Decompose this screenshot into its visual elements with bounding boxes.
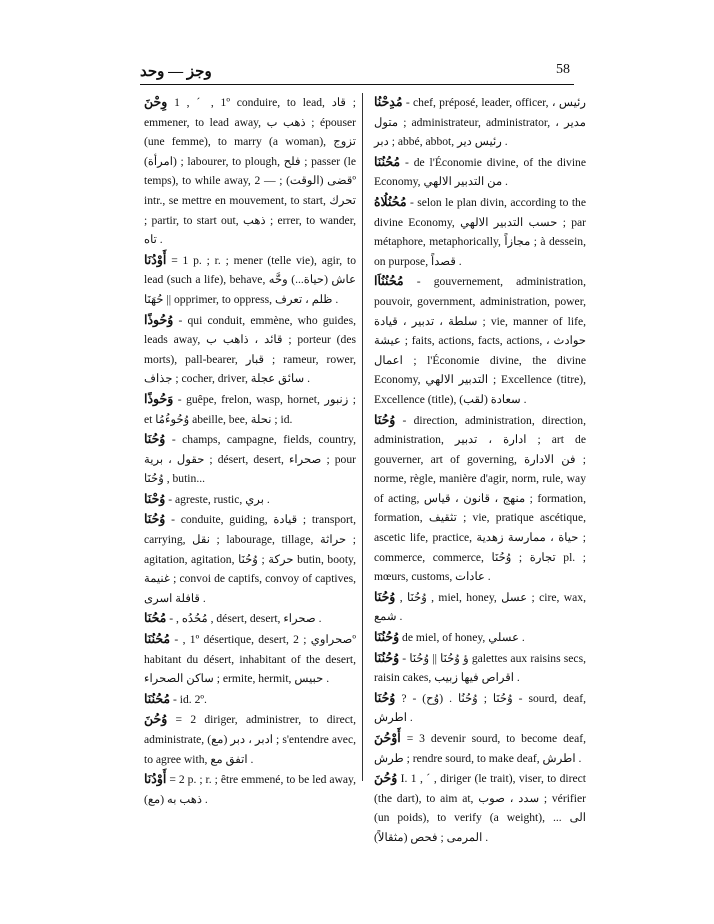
entry-definition: I. 1 , ˊ , diriger (le trait), viser, to direct (the dart), to aim at, سدد ، صوب ; vérifier (un poids), to verify (a weight), الى ... المرمى ; فحص (مثقالاً) .	[374, 772, 586, 844]
entry-headword: وُحْنَا	[144, 491, 166, 506]
entry-definition: - chef, préposé, leader, officer, رئيس ، متول ; administrateur, administrator, مدير ، دبر ; abbé, abbot, رئيس دير .	[374, 96, 586, 149]
entry-headword: وُحُنَ	[144, 712, 168, 727]
entry-definition: - , 1º désertique, desert, صحراوي ; 2º habitant du désert, inhabitant of the desert, ساكن الصحراء ; ermite, hermit, حبيس .	[144, 633, 357, 686]
dictionary-entry	[374, 689, 586, 728]
page-number: 58	[556, 62, 570, 77]
entry-definition: = 2 diriger, administrer, to direct, administrate, ادبر ، دبر (مع) ; s'entendre avec, to agree with, اتفق مع .	[144, 713, 356, 766]
entry-headword: مُحُنُنُاَا	[374, 274, 404, 289]
entry-headword: مُحُنُنَا	[374, 154, 401, 169]
dictionary-entry	[144, 390, 356, 429]
entry-definition: - qui conduit, emmène, who guides, leads away, قائد ، ذاهب ب ; porteur (des morts), pall-bearer, قبار ; rameur, rower, جذاف ; cocher, driver, سائق عجلة .	[144, 313, 356, 386]
dictionary-entry	[144, 430, 356, 489]
entry-headword: وُحُنَ	[374, 771, 398, 786]
dictionary-entry	[374, 649, 586, 688]
entry-headword: مُحُنُنَا	[144, 632, 171, 647]
entry-definition: - conduite, guiding, قيادة ; transport, carrying, نقل ; labourage, tillage, حراثة ; agitation, agitation, حركة ; وُحُنَا butin, booty, غنيمة ; convoi de captifs, convoy of captives, قافلة اسرى .	[144, 513, 356, 605]
dictionary-entry	[144, 251, 356, 310]
header-rule	[140, 84, 574, 85]
dictionary-entry	[374, 769, 586, 847]
entry-definition: - gouvernement, administration, pouvoir, government, administration, power, سلطة ، تدبير ، قيادة ; vie, manner of life, عيشة ; faits, actions, facts, actions, حوادث ، اعمال ; l'Économie divine, the divine Economy, التدبير الالهي ; Excellence (titre), Excellence (title), سعادة (لقب) .	[374, 275, 586, 406]
entry-definition: = 2 p. ; r. ; être emmené, to be led away, ذهب به (مع) .	[144, 773, 356, 806]
entry-definition: - agreste, rustic, بري .	[168, 492, 270, 506]
entry-definition: ? - (وُح) . وُحُنَا ; وُحُنُا - sourd, deaf, اطرش .	[374, 691, 586, 725]
entry-definition: - guêpe, frelon, wasp, hornet, زنبور ; et وُحُوءُمُا abeille, bee, نحلة ; id.	[144, 392, 357, 426]
dictionary-entry	[374, 193, 586, 271]
entry-headword: أَوْحُنَ	[374, 731, 401, 745]
entry-definition: - direction, administration, direction, administration, ادارة ، تدبير ; art de gouverner, art of governing, فن الادارة ; norme, règle, manière d'agir, norm, rule, way of acting, منهج ، قانون ، قياس ; formation, formation, تثقيف ; vie, pratique ascétique, ascetic life, practice, حياة ، ممارسة زهدية ; commerce, commerce, تجارة ; وُحُنَا pl. ; mœurs, customs, عادات .	[374, 413, 587, 584]
dictionary-entry	[374, 628, 586, 648]
column-divider	[362, 93, 363, 781]
running-title: وجز — وحد	[140, 64, 212, 80]
dictionary-entry	[144, 311, 356, 389]
right-column	[374, 93, 586, 849]
entry-definition: - ؤ وُحُنَا || وُحُنَا galettes aux raisins secs, raisin cakes, اقراص فيها زبيب .	[374, 651, 586, 685]
dictionary-entry	[374, 729, 586, 768]
entry-headword: أَوْدُنَا	[144, 772, 167, 787]
entry-headword: وُحُنَا	[374, 690, 396, 705]
entry-headword: وُحُنَا	[144, 512, 166, 527]
dictionary-entry	[374, 411, 586, 587]
dictionary-entry	[144, 93, 356, 250]
entry-definition: de miel, of honey, عسلي .	[402, 631, 525, 645]
entry-headword: مُحُنُنَا	[144, 691, 171, 706]
dictionary-entry	[374, 272, 586, 409]
dictionary-entry	[144, 770, 356, 809]
entry-headword: وُحُنُنَا	[374, 650, 400, 665]
entry-headword: مُدِحْنُا	[374, 95, 403, 109]
dictionary-entry	[144, 609, 356, 629]
page-header	[0, 0, 714, 82]
dictionary-entry	[374, 153, 586, 192]
entry-headword: وُحُنَا	[144, 432, 166, 447]
entry-definition: = 3 devenir sourd, to become deaf, طرش ; rendre sourd, to make deaf, اطرش .	[374, 732, 586, 765]
entry-definition: - champs, campagne, fields, country, حقول ، برية ; désert, desert, صحراء ; pour وُحُنَا , butin...	[144, 433, 356, 486]
entry-headword: مُحُنَا	[144, 611, 167, 626]
entry-definition: - selon le plan divin, according to the divine Economy, حسب التدبير الالهي ; par métaphore, metaphorically, مجازاً ; à dessein, on purpose, قصداً .	[374, 195, 587, 268]
entry-definition: , وُحُنَا , miel, honey, عسل ; cire, wax, شمع .	[374, 590, 586, 624]
entry-definition: - id. 2º.	[173, 692, 207, 706]
dictionary-entry	[374, 93, 586, 152]
entry-headword: وَحُوذًا	[144, 391, 174, 406]
entry-headword: وُحُنُنَا	[374, 630, 400, 645]
entry-headword: وُحُوذًا	[144, 312, 174, 327]
entry-headword: أَوْدُنَا	[144, 252, 167, 267]
left-column	[144, 93, 356, 810]
entry-definition: - de l'Économie divine, of the divine Economy, من التدبير الالهي .	[374, 155, 586, 189]
dictionary-entry	[144, 630, 356, 689]
dictionary-entry	[144, 510, 356, 608]
entry-headword: مُحُنُلُاهُ	[374, 194, 407, 209]
entry-headword: وُحُنَا	[374, 412, 396, 427]
dictionary-entry	[144, 690, 356, 710]
entry-headword: وُحُنَا	[374, 589, 396, 604]
dictionary-entry	[144, 710, 356, 769]
dictionary-entry	[374, 588, 586, 627]
entry-definition: = 1 p. ; r. ; mener (telle vie), agir, to lead (such a life), behave, عاش (حياة...) وحَّه حُهَنَا || opprimer, to oppress, ظلم ، تعرف .	[144, 253, 356, 306]
entry-definition: 1 , ˊ , 1º conduire, to lead, قاد ; emmener, to lead away, ذهب ب ; épouser (une femme), to marry (a woman), تزوج (امرأة) ; labourer, to plough, فلح ; passer (le temps), to while away, قضى (الوقت) ; — 2º intr., se mettre en mouvement, to start, تحرك ; partir, to start out, ذهب ; errer, to wander, تاه .	[144, 96, 357, 247]
entry-headword: وِحْنَ	[144, 95, 168, 109]
dictionary-entry	[144, 490, 356, 510]
entry-definition: - , مُحُدُه , désert, desert, صحراء .	[169, 612, 322, 626]
